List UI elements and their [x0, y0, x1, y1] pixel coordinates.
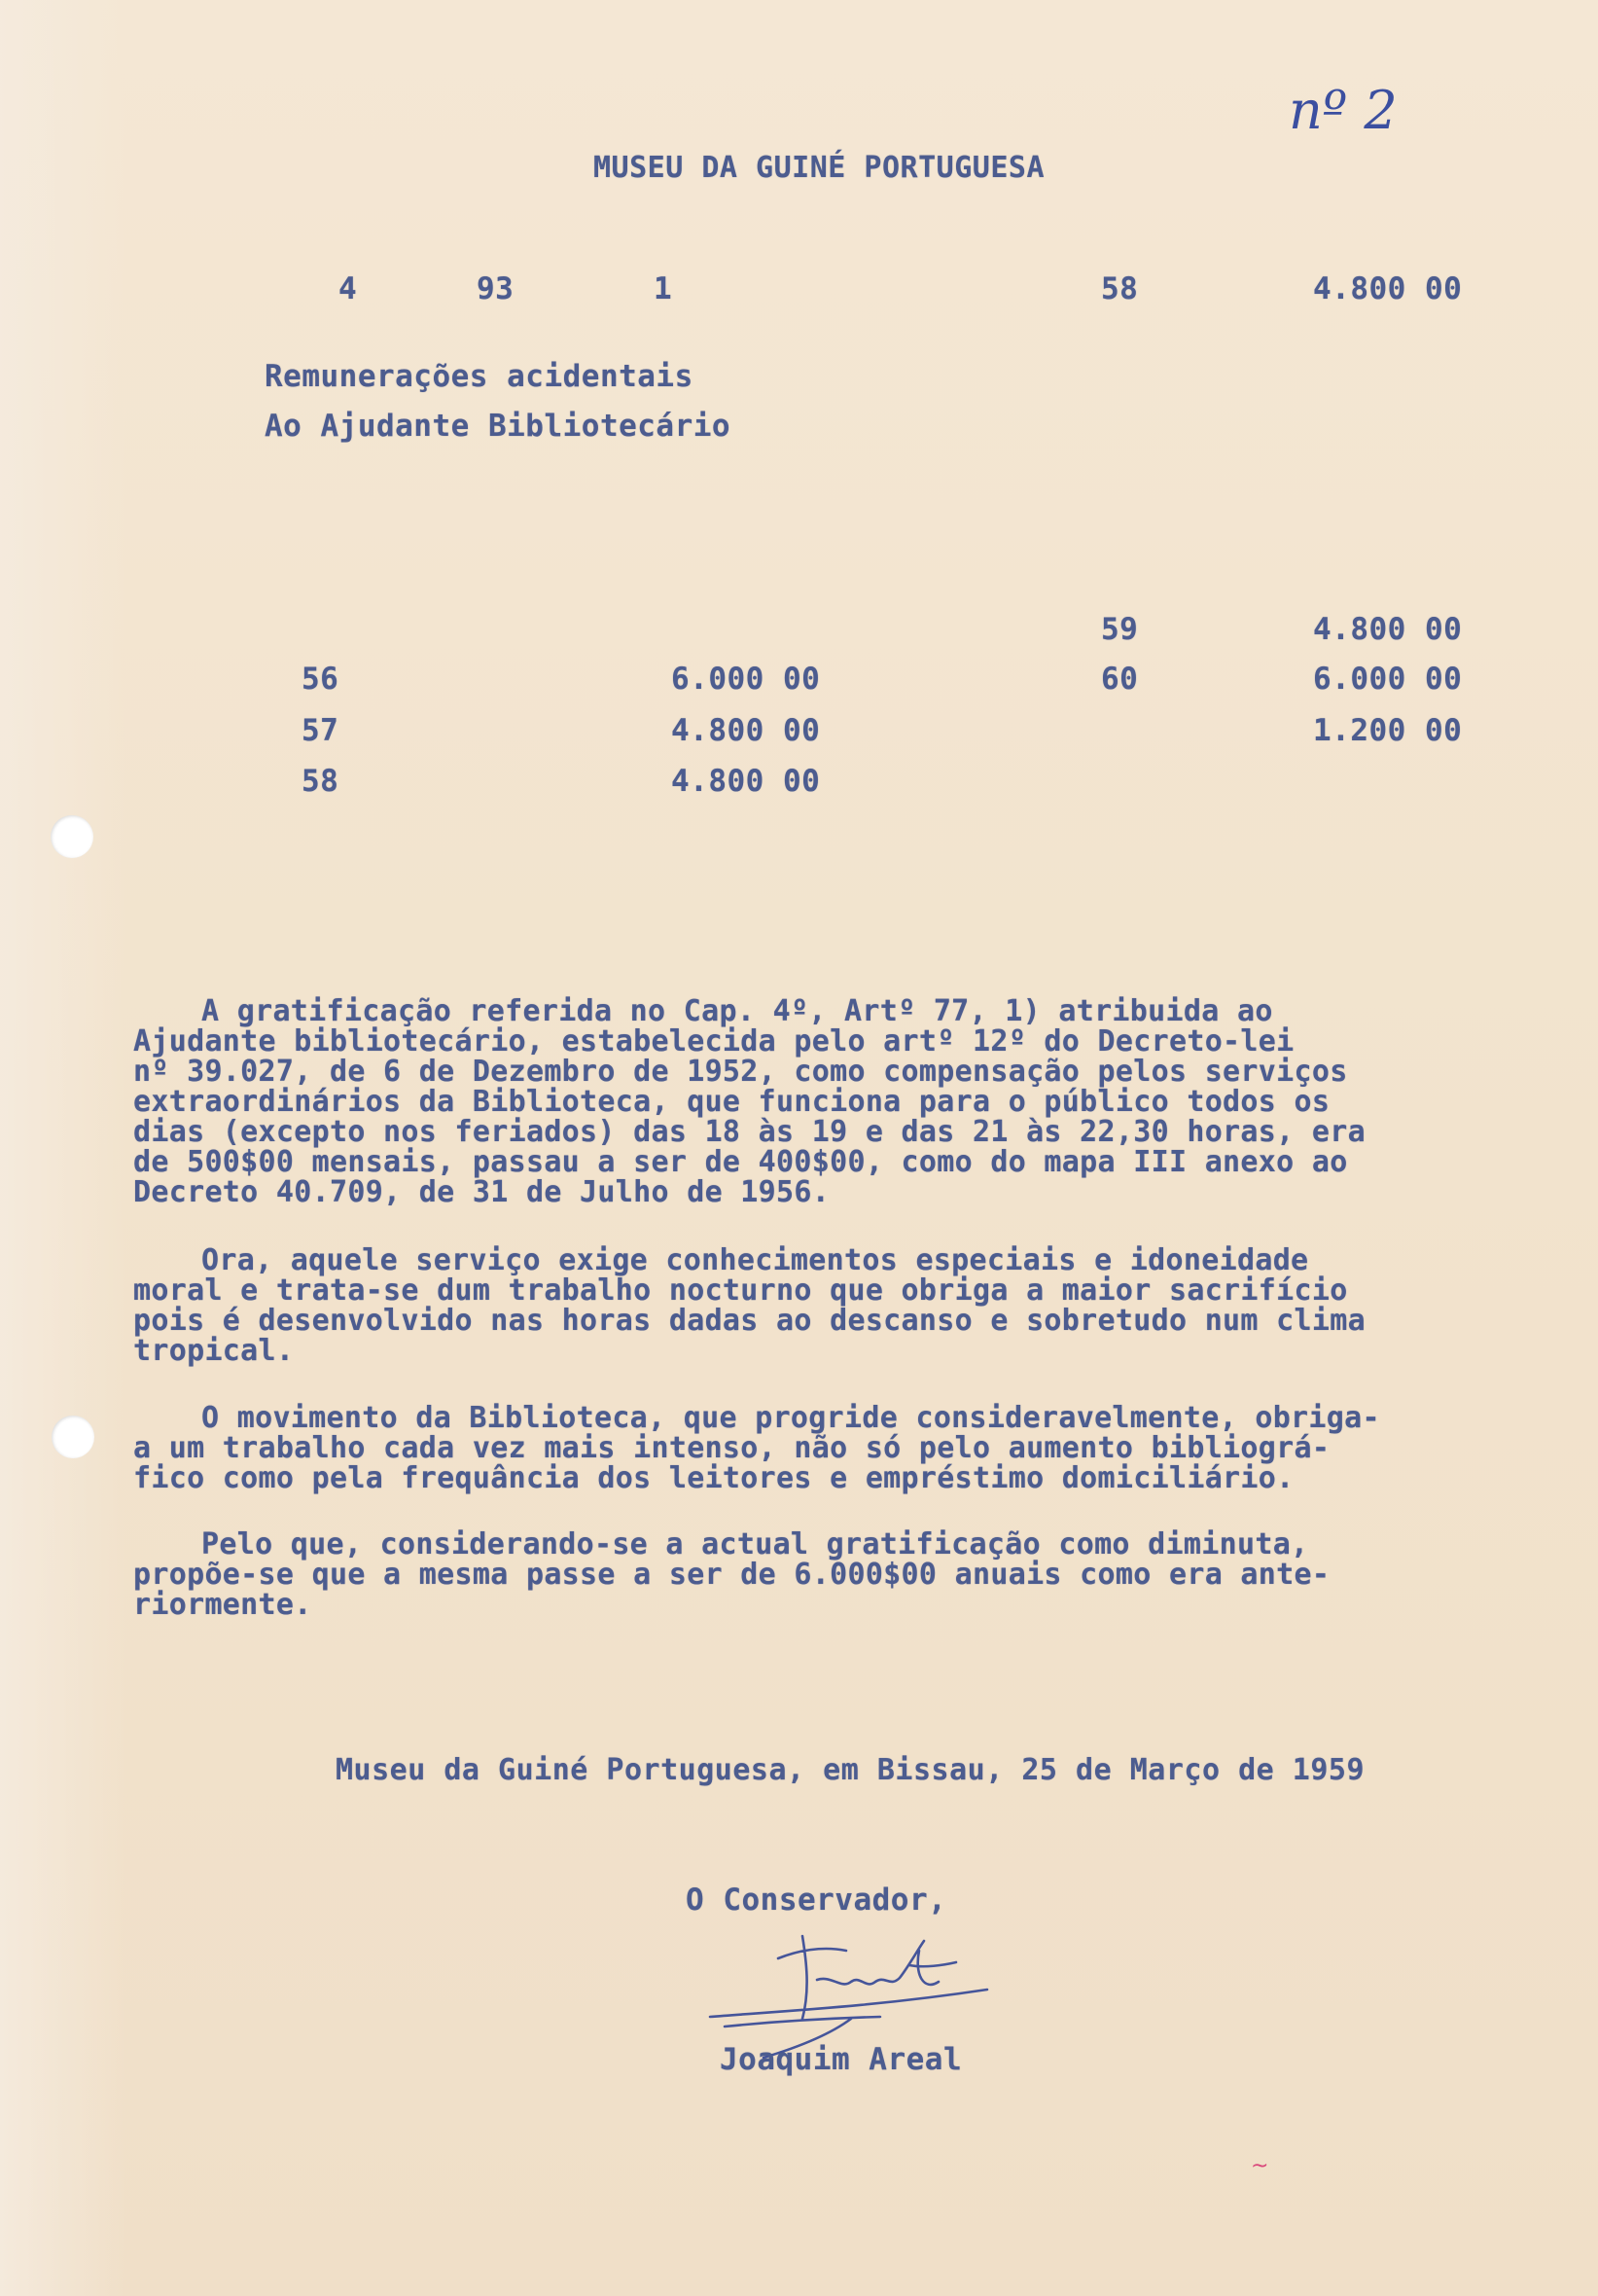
- section-heading: Remunerações acidentais: [265, 359, 693, 394]
- budget-amount: 4.800 00: [1313, 271, 1463, 306]
- paragraph-line: extraordinários da Biblioteca, que funciona para o público todos os: [133, 1085, 1331, 1119]
- left-table-amount: 6.000 00: [671, 662, 821, 697]
- left-table-amount: 4.800 00: [671, 764, 821, 799]
- body-paragraph: [133, 994, 1553, 1209]
- left-table-year: 58: [302, 764, 339, 799]
- paragraph-line: fico como pela frequância dos leitores e empréstimo domiciliário.: [133, 1461, 1295, 1495]
- body-paragraph: [133, 1527, 1553, 1622]
- paragraph-line: dias (excepto nos feriados) das 18 às 19 e das 21 às 22,30 horas, era: [133, 1115, 1366, 1149]
- article-number: 93: [477, 271, 515, 306]
- paragraph-line: riormente.: [133, 1588, 312, 1622]
- paragraph-line: propõe-se que a mesma passe a ser de 6.000$00 anuais como era ante-: [133, 1558, 1331, 1592]
- punch-hole-bottom: [52, 1416, 94, 1458]
- right-table-year: 59: [1101, 612, 1139, 647]
- punch-hole-top: [51, 815, 93, 858]
- page-number: nº 2: [1289, 80, 1398, 141]
- paragraph-line: a um trabalho cada vez mais intenso, não só pelo aumento bibliográ-: [133, 1431, 1331, 1465]
- chapter-number: 4: [338, 271, 358, 306]
- paragraph-line: pois é desenvolvido nas horas dadas ao descanso e sobretudo num clima: [133, 1304, 1366, 1338]
- paragraph-line: O movimento da Biblioteca, que progride consideravelmente, obriga-: [201, 1401, 1380, 1435]
- left-table-amount: 4.800 00: [671, 713, 821, 748]
- paragraph-line: moral e trata-se dum trabalho nocturno que obriga a maior sacrifício: [133, 1274, 1348, 1308]
- paragraph-line: Ora, aquele serviço exige conhecimentos especiais e idoneidade: [201, 1243, 1309, 1277]
- signatory-role: O Conservador,: [686, 1883, 947, 1918]
- left-table-year: 57: [302, 713, 339, 748]
- paragraph-line: A gratificação referida no Cap. 4º, Artº 77, 1) atribuida ao: [201, 994, 1273, 1028]
- right-table-amount: 4.800 00: [1313, 612, 1463, 647]
- paragraph-line: Decreto 40.709, de 31 de Julho de 1956.: [133, 1175, 831, 1209]
- page-title: MUSEU DA GUINÉ PORTUGUESA: [593, 151, 1046, 185]
- signatory-name: Joaquim Areal: [720, 2042, 963, 2077]
- paragraph-line: Ajudante bibliotecário, estabelecida pelo artº 12º do Decreto-lei: [133, 1024, 1295, 1058]
- budget-year: 58: [1101, 271, 1139, 306]
- right-table-amount: 6.000 00: [1313, 662, 1463, 697]
- place-and-date: Museu da Guiné Portuguesa, em Bissau, 25 de Março de 1959: [336, 1753, 1366, 1787]
- body-paragraph: [133, 1243, 1553, 1368]
- right-table-amount: 1.200 00: [1313, 713, 1463, 748]
- body-paragraph: [133, 1401, 1553, 1495]
- paragraph-line: nº 39.027, de 6 de Dezembro de 1952, como compensação pelos serviços: [133, 1055, 1348, 1089]
- section-subheading: Ao Ajudante Bibliotecário: [265, 409, 731, 444]
- item-number: 1: [654, 271, 673, 306]
- right-table-year: 60: [1101, 662, 1139, 697]
- red-mark-icon: ~: [1251, 2154, 1269, 2178]
- paragraph-line: de 500$00 mensais, passau a ser de 400$00, como do mapa III anexo ao: [133, 1145, 1348, 1179]
- paragraph-line: tropical.: [133, 1334, 295, 1368]
- left-table-year: 56: [302, 662, 339, 697]
- paragraph-line: Pelo que, considerando-se a actual gratificação como diminuta,: [201, 1527, 1309, 1561]
